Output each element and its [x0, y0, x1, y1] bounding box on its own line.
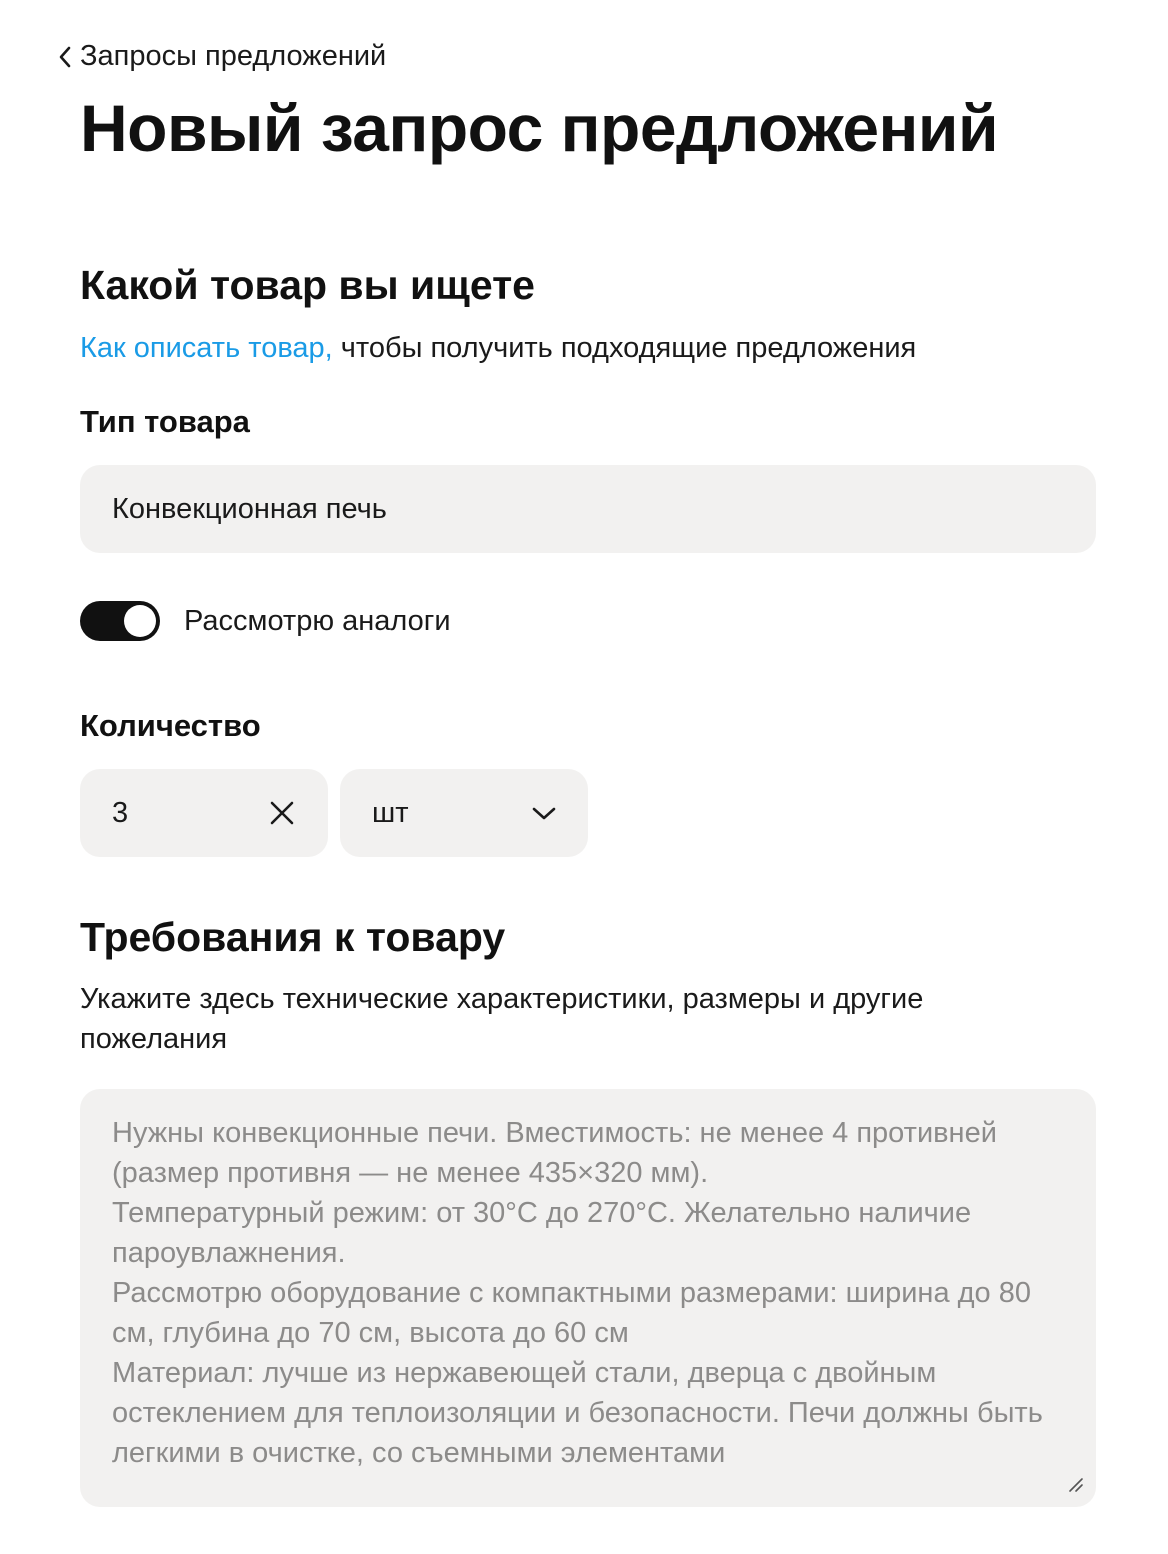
unit-select[interactable] — [340, 769, 588, 857]
requirements-textarea[interactable] — [80, 1089, 1096, 1507]
unit-value: шт — [372, 796, 409, 829]
requirements-text: Нужны конвекционные печи. Вместимость: не менее 4 противней (размер противня — не менее 435×320 мм). Температурный режим: от 30°С до 270°С. Желательно наличие пароувлажнения. Рассмотрю оборудование с компактными размерами: ширина до 80 см, глубина до 70 см, высота до 60 см Материал: лучше из нержавеющей стали, дверца с двойным остеклением для теплоизоляции и безопасности. Печи должны быть легкими в очистке, со съемными элементами — [112, 1117, 1043, 1469]
back-link-label: Запросы предложений — [80, 40, 387, 72]
quantity-value: 3 — [112, 796, 129, 829]
requirements-section-heading: Требования к товару — [80, 914, 506, 960]
product-section-heading: Какой товар вы ищете — [80, 262, 535, 308]
product-help — [80, 328, 916, 368]
analogs-toggle[interactable] — [80, 601, 160, 641]
how-to-describe-link[interactable]: Как описать товар, — [80, 332, 333, 364]
product-type-label: Тип товара — [80, 404, 250, 439]
back-link[interactable] — [56, 40, 386, 73]
analogs-toggle-label: Рассмотрю аналоги — [184, 605, 451, 637]
product-type-value: Конвекционная печь — [112, 492, 387, 525]
page-title: Новый запрос предложений — [80, 91, 999, 165]
chevron-left-icon — [56, 44, 74, 70]
requirements-description: Укажите здесь технические характеристики, размеры и другие пожелания — [80, 983, 924, 1055]
chevron-down-icon — [530, 801, 558, 825]
quantity-input[interactable] — [80, 769, 328, 857]
product-help-text: чтобы получить подходящие предложения — [332, 332, 917, 364]
product-type-input[interactable] — [80, 465, 1096, 553]
quantity-label: Количество — [80, 708, 261, 743]
clear-icon[interactable] — [268, 799, 296, 827]
toggle-knob — [124, 605, 156, 637]
resize-handle-icon[interactable] — [1064, 1473, 1084, 1493]
